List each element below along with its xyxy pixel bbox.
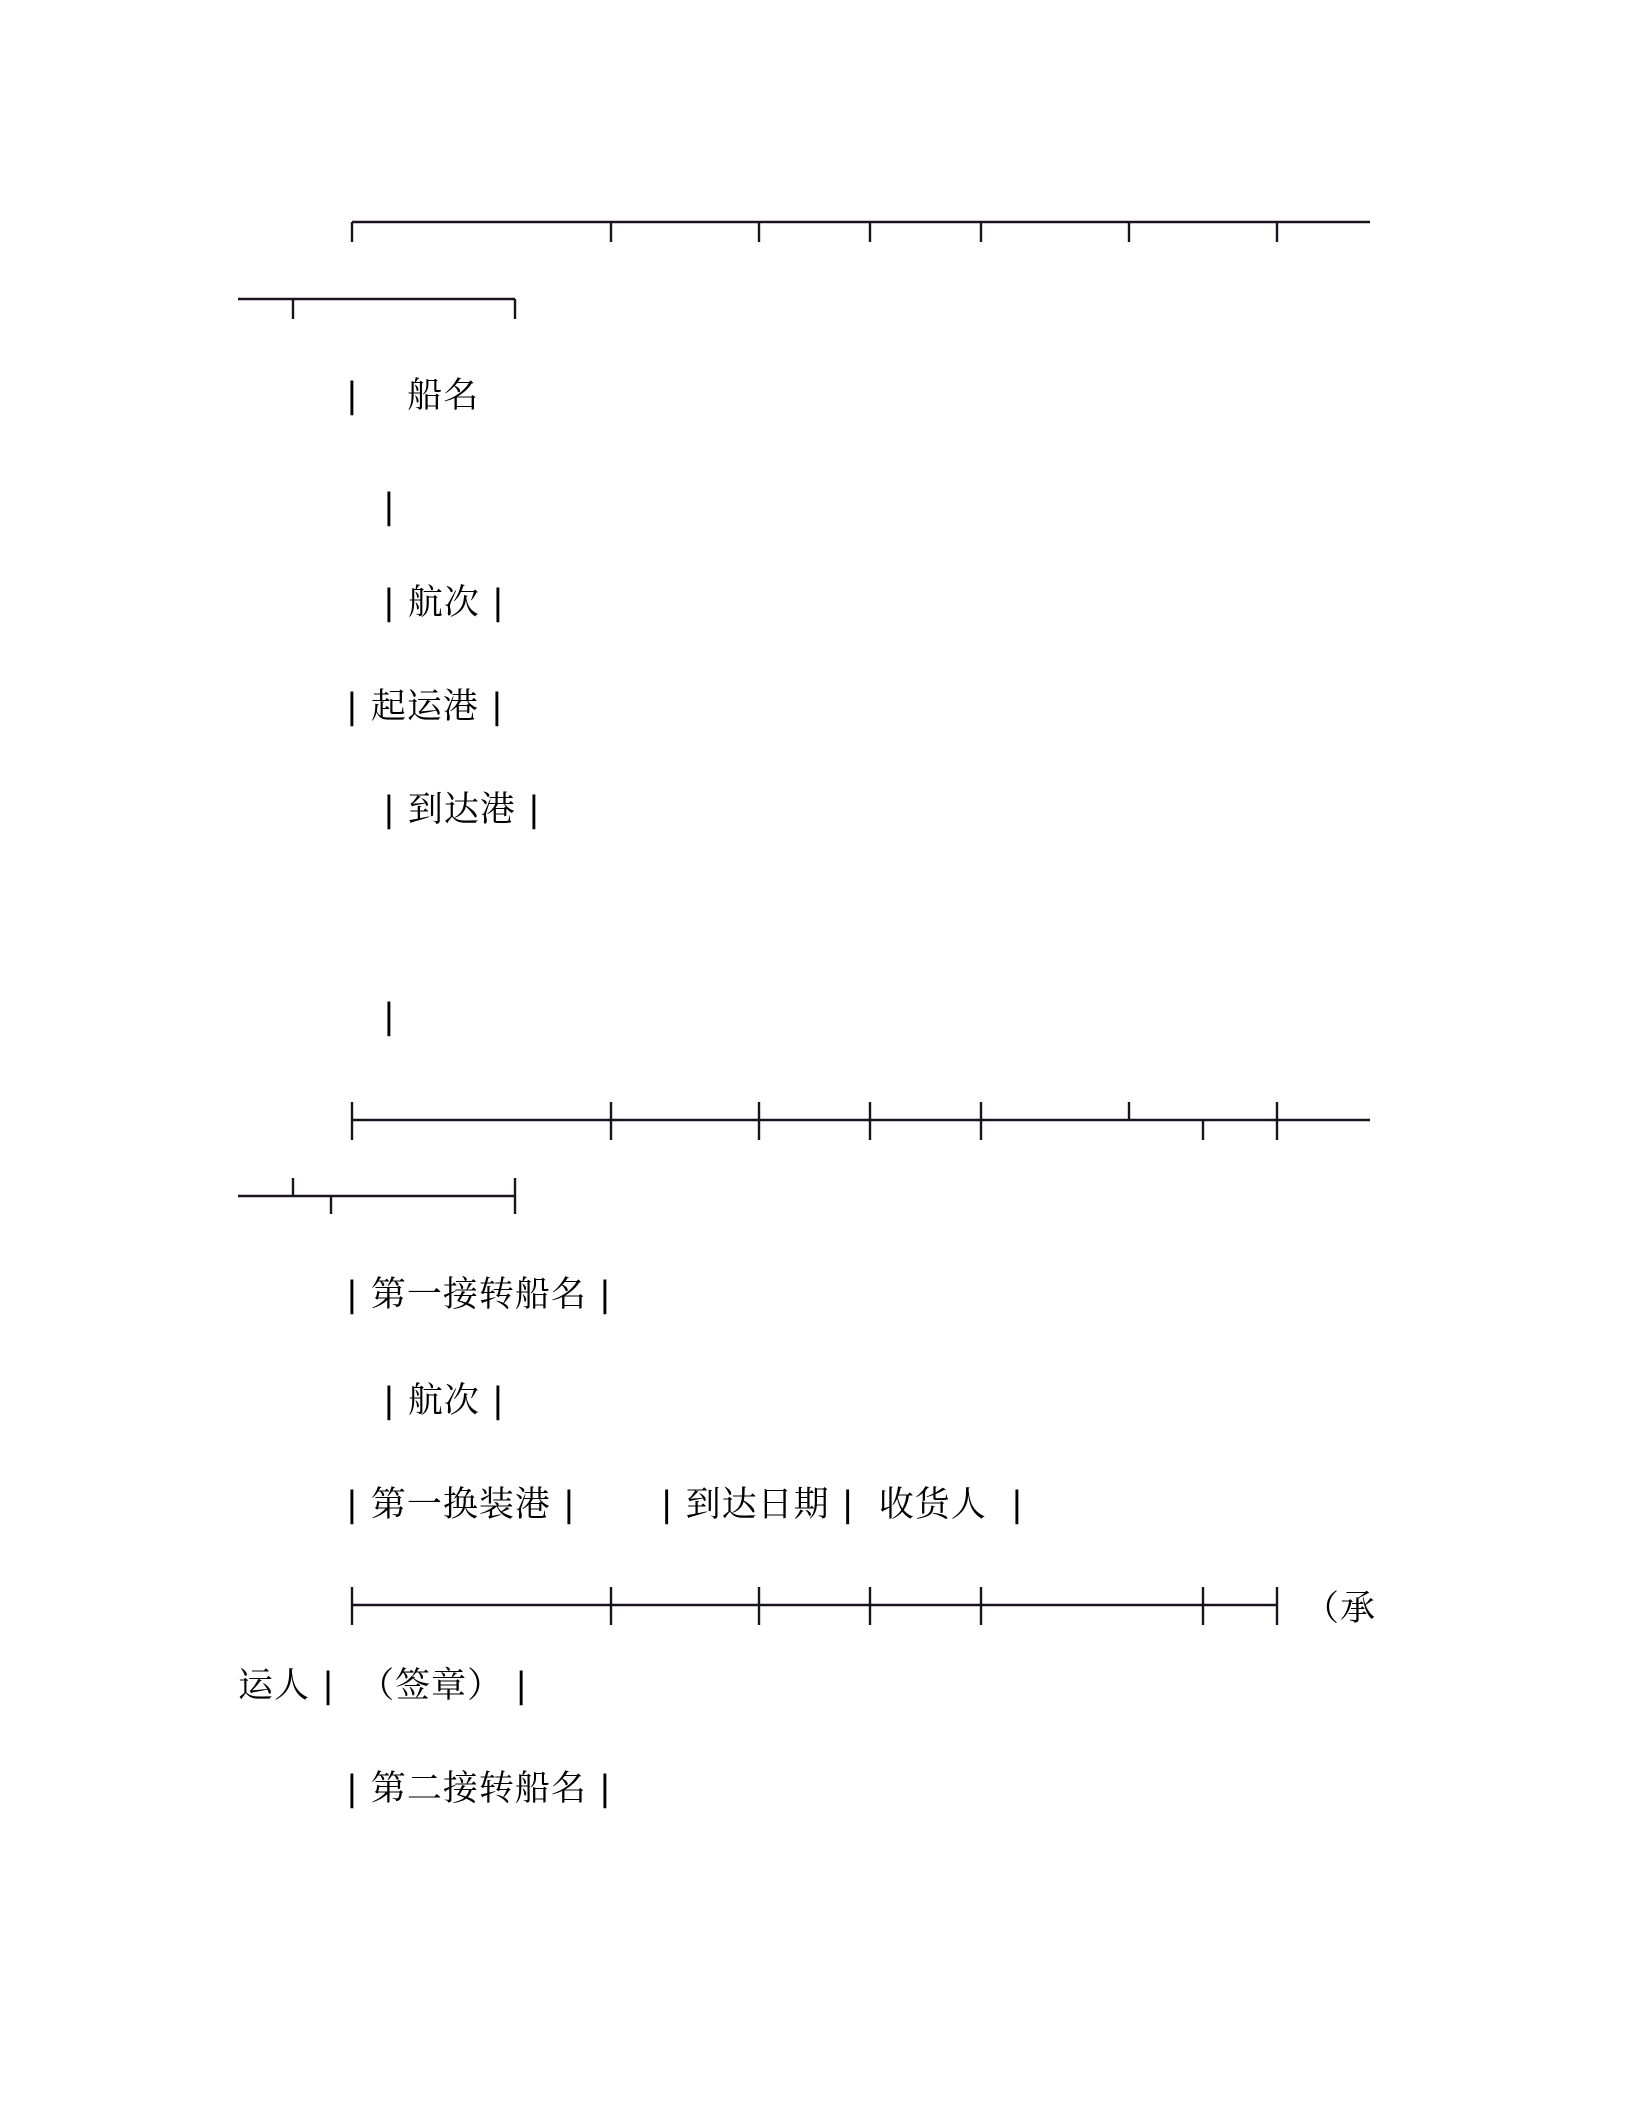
voyage-label: | 航次 | [383, 583, 505, 623]
arrival-port-label: | 到达港 | [383, 790, 541, 830]
second-transfer-ship-label: | 第二接转船名 | [346, 1769, 612, 1809]
carrier-signature-label: 运人 | （签章） | [238, 1666, 529, 1706]
separator-pipe: | [383, 487, 396, 527]
first-transfer-ship-label: | 第一接转船名 | [346, 1275, 612, 1315]
separator-pipe: | [383, 997, 396, 1037]
first-transship-port-row: | 第一换装港 | | 到达日期 | 收货人 | [346, 1485, 1024, 1525]
carrier-label-start: （承 [1304, 1589, 1377, 1629]
voyage-label: | 航次 | [383, 1381, 505, 1421]
ship-name-label: | 船名 [346, 376, 480, 416]
loading-port-label: | 起运港 | [346, 687, 504, 727]
